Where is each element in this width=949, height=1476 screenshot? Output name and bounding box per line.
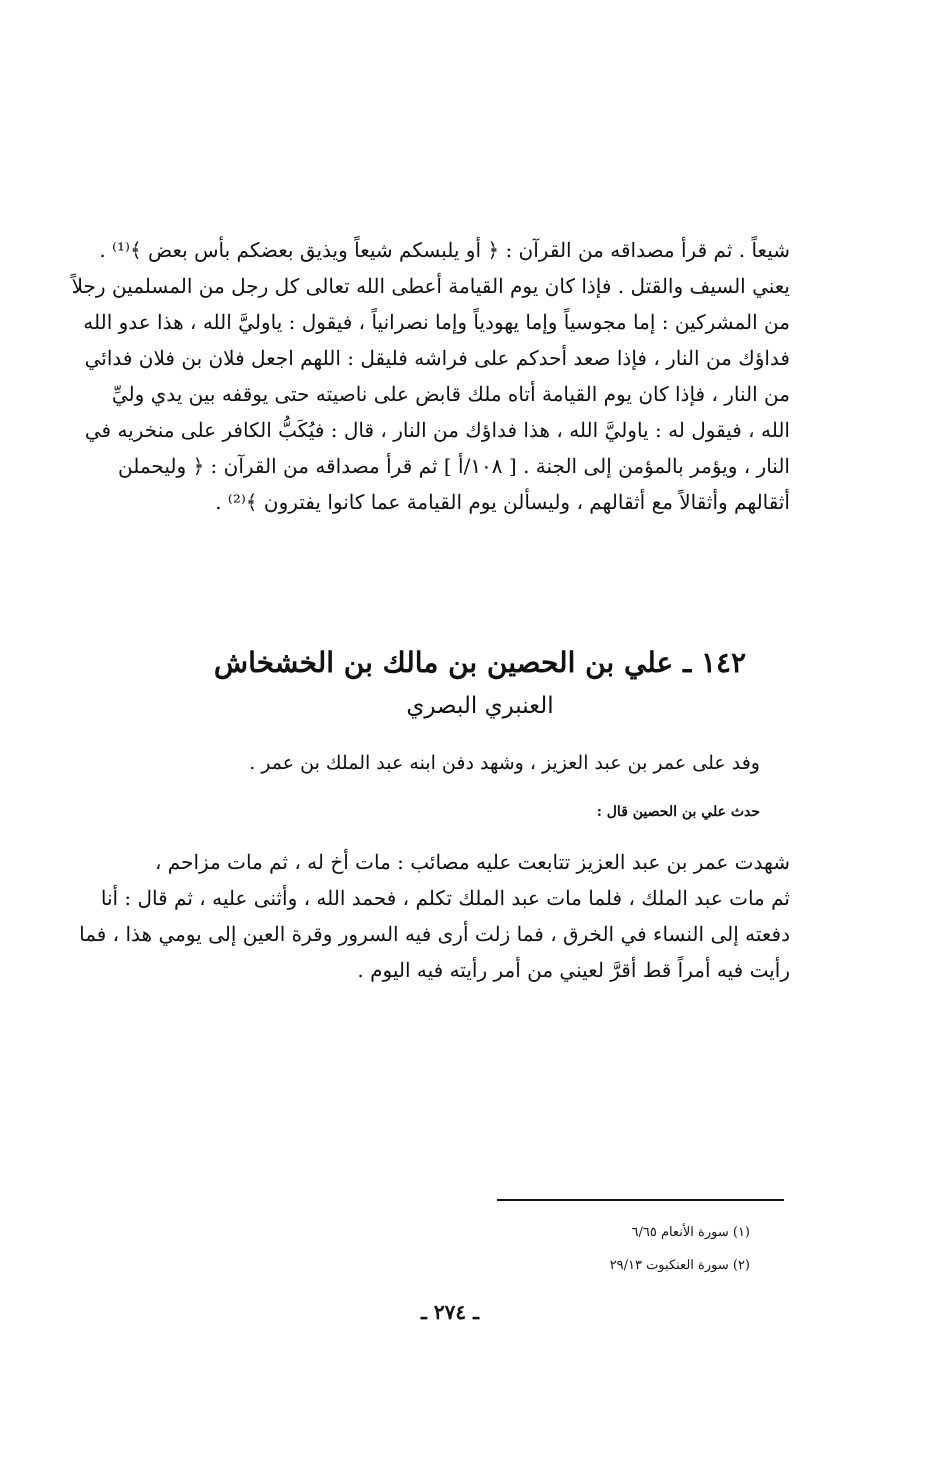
text-line: أثقالهم وأثقالاً مع أثقالهم ، وليسألن يوم القيامة عما كانوا يفترون ﴾⁽²⁾ . bbox=[215, 490, 790, 514]
text-line: النار ، ويؤمر بالمؤمن إلى الجنة . [ ١٠٨/أ ] ثم قرأ مصداقه من القرآن : ﴿ وليحملن bbox=[118, 454, 790, 478]
text-line: فداؤك من النار ، فإذا صعد أحدكم على فراشه فليقل : اللهم اجعل فلان بن فلان فدائي bbox=[84, 346, 790, 370]
text-line: يعني السيف والقتل . فإذا كان يوم القيامة أعطى الله تعالى كل رجل من المسلمين رجلاً bbox=[71, 274, 790, 298]
paragraph-top bbox=[71, 232, 790, 520]
footnote-divider bbox=[497, 1199, 784, 1201]
text-line: ثم مات عبد الملك ، فلما مات عبد الملك تكلم ، فحمد الله ، وأثنى عليه ، ثم قال : أنا bbox=[100, 886, 790, 910]
entry-intro: وفد على عمر بن عبد العزيز ، وشهد دفن ابنه عبد الملك بن عمر . bbox=[249, 752, 760, 774]
text-line: الله ، فيقول له : ياوليَّ الله ، هذا فداؤك من النار ، قال : فيُكَبُّ الكافر على منخريه في bbox=[84, 418, 790, 442]
text-line: شهدت عمر بن عبد العزيز تتابعت عليه مصائب : مات أخ له ، ثم مات مزاحم ، bbox=[154, 850, 790, 874]
entry-title: ١٤٢ ـ علي بن الحصين بن مالك بن الخشخاش bbox=[213, 646, 747, 679]
footnote-2: (٢) سورة العنكبوت ٢٩/١٣ bbox=[609, 1258, 750, 1273]
page-number: ـ ٢٧٤ ـ bbox=[421, 1300, 479, 1324]
text-line: دفعته إلى النساء في الخرق ، فما زلت أرى فيه السرور وقرة العين إلى يومي هذا ، فما bbox=[79, 922, 790, 946]
paragraph-bottom bbox=[79, 844, 790, 988]
text-line: من النار ، فإذا كان يوم القيامة أتاه ملك قابض على ناصيته حتى يوقفه بين يدي وليِّ bbox=[111, 382, 790, 406]
footnote-1: (١) سورة الأنعام ٦/٦٥ bbox=[631, 1225, 750, 1240]
text-line: من المشركين : إما مجوسياً وإما يهودياً وإما نصرانياً ، فيقول : ياوليَّ الله ، هذا عدو الله bbox=[83, 310, 790, 334]
narrator-line: حدث علي بن الحصين قال : bbox=[596, 804, 760, 820]
text-line: شيعاً . ثم قرأ مصداقه من القرآن : ﴿ أو يلبسكم شيعاً ويذيق بعضكم بأس بعض ﴾⁽¹⁾ . bbox=[99, 238, 790, 262]
text-line: رأيت فيه أمراً قط أقرَّ لعيني من أمر رأيته فيه اليوم . bbox=[357, 958, 790, 982]
entry-subtitle: العنبري البصري bbox=[406, 693, 554, 719]
